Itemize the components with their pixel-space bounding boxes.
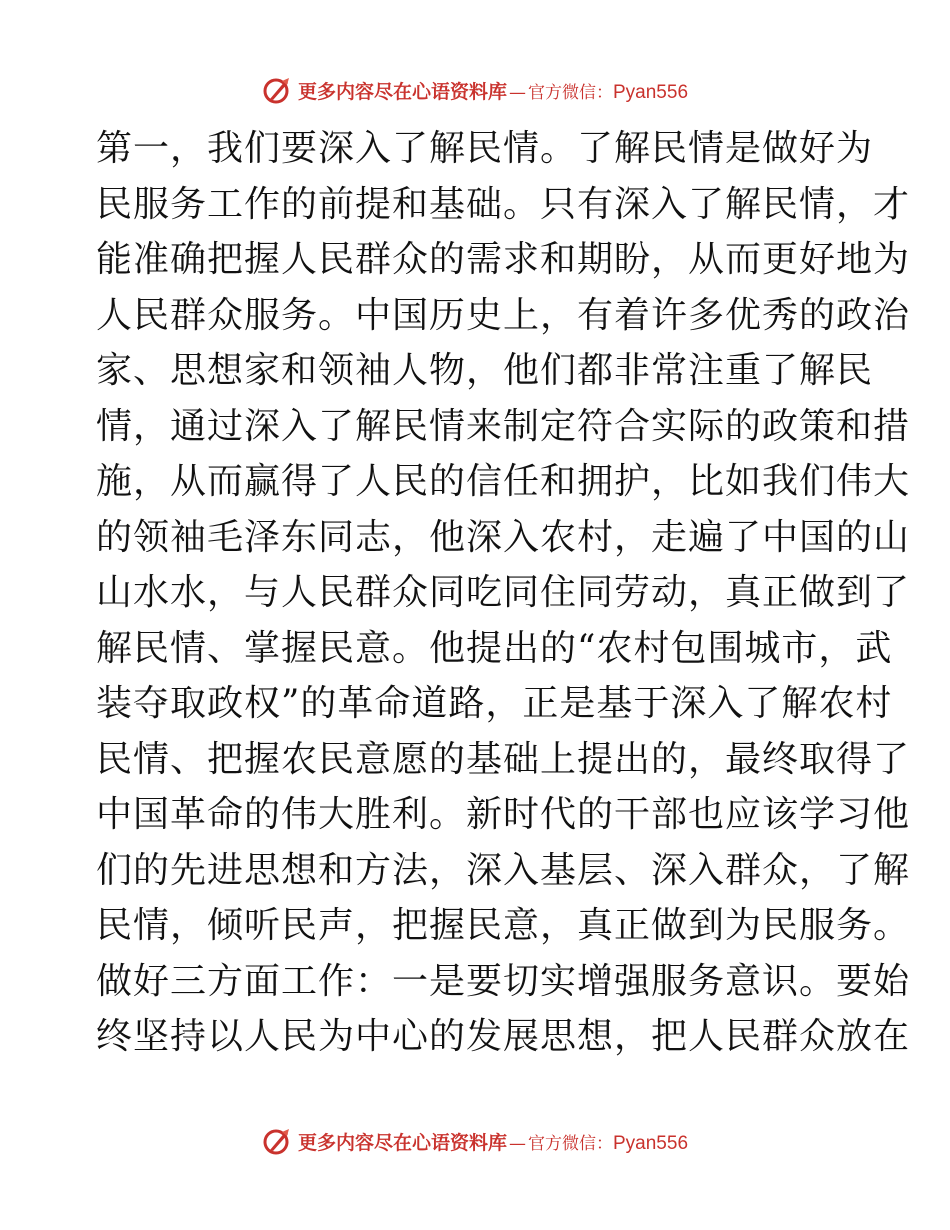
wechat-label: 官方微信： [528, 1133, 613, 1154]
feather-logo-icon [262, 75, 292, 105]
text-line: 终坚持以人民为中心的发展思想，把人民群众放在 [96, 1016, 911, 1057]
wechat-id: Pyan556 [613, 81, 689, 103]
feather-logo-icon [262, 1126, 292, 1156]
wechat-label: 官方微信： [528, 82, 613, 103]
header-watermark [0, 70, 950, 110]
text-line: 民情，倾听民声，把握民意，真正做到为民服务。 [96, 905, 911, 946]
text-line: 民情、把握农民意愿的基础上提出的，最终取得了 [96, 738, 911, 780]
text-line: 做好三方面工作：一是要切实增强服务意识。要始 [96, 960, 911, 1002]
wechat-id: Pyan556 [613, 1132, 689, 1154]
text-line: 民服务工作的前提和基础。只有深入了解民情，才 [96, 183, 911, 225]
text-line: 的领袖毛泽东同志，他深入农村，走遍了中国的山 [96, 516, 911, 558]
text-line: 装夺取政权”的革命道路，正是基于深入了解农村 [96, 683, 893, 724]
text-line: 人民群众服务。中国历史上，有着许多优秀的政治 [96, 294, 911, 336]
text-line: 家、思想家和领袖人物，他们都非常注重了解民 [96, 350, 874, 391]
text-line: 们的先进思想和方法，深入基层、深入群众，了解 [96, 849, 911, 891]
text-line: 施，从而赢得了人民的信任和拥护，比如我们伟大 [96, 461, 911, 502]
separator: — [509, 82, 526, 103]
text-line: 山水水，与人民群众同吃同住同劳动，真正做到了 [96, 572, 911, 613]
document-body [96, 121, 911, 1065]
text-line: 能准确把握人民群众的需求和期盼，从而更好地为 [96, 239, 911, 280]
text-line: 情，通过深入了解民情来制定符合实际的政策和措 [96, 405, 911, 447]
library-name: 更多内容尽在心语资料库 [297, 80, 507, 103]
text-line: 解民情、掌握民意。他提出的“农村包围城市，武 [96, 627, 893, 669]
footer-watermark [0, 1121, 950, 1161]
text-line: 第一，我们要深入了解民情。了解民情是做好为 [96, 128, 874, 169]
separator: — [509, 1133, 526, 1154]
text-line: 中国革命的伟大胜利。新时代的干部也应该学习他 [96, 794, 911, 835]
library-name: 更多内容尽在心语资料库 [297, 1131, 507, 1154]
